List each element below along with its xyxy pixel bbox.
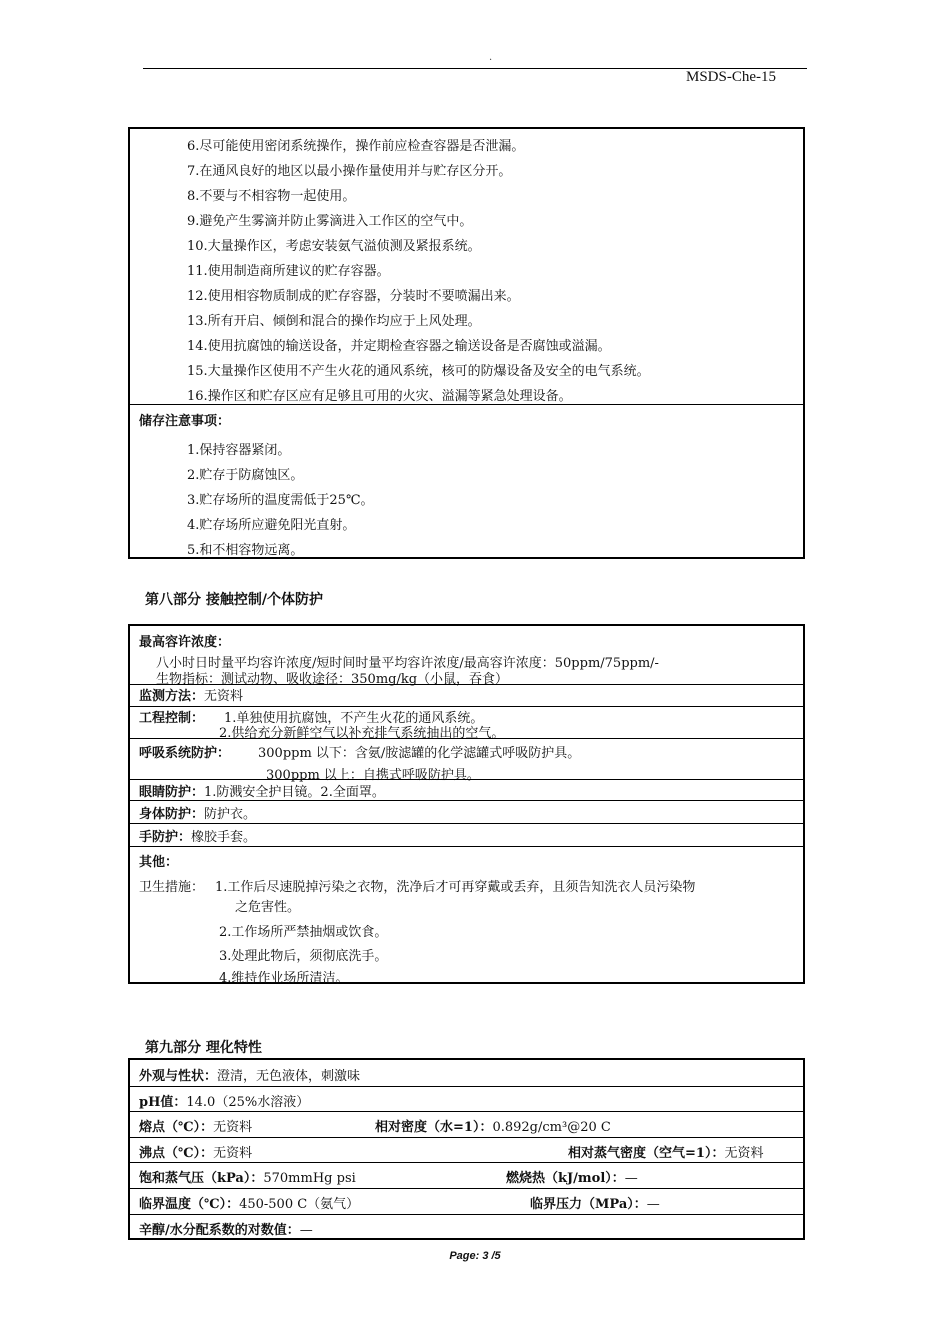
hygiene-item-2: 2.工作场所严禁抽烟或饮食。 xyxy=(219,925,388,940)
divider xyxy=(130,738,803,739)
critical-temperature-cell xyxy=(139,1193,359,1212)
ph-label: pH值： xyxy=(139,1095,187,1110)
melting-point-cell xyxy=(139,1116,252,1135)
divider xyxy=(130,800,803,801)
log-kow-row xyxy=(139,1219,313,1238)
melting-point-value: 无资料 xyxy=(213,1120,253,1135)
critical-temperature-value: 450-500 C（氨气） xyxy=(239,1197,360,1212)
critical-pressure-value: — xyxy=(646,1197,660,1212)
heat-of-combustion-cell xyxy=(506,1167,638,1186)
hygiene-prefix: 卫生措施： xyxy=(139,880,205,895)
other-label: 其他： xyxy=(139,855,179,870)
storage-item-2: 2.贮存于防腐蚀区。 xyxy=(187,468,304,483)
hygiene-item-4: 4.维持作业场所清洁。 xyxy=(219,971,349,986)
handling-storage-box xyxy=(128,127,805,559)
mac-line-1: 八小时日时量平均容许浓度/短时间时量平均容许浓度/最高容许浓度：50ppm/75ppm/- xyxy=(156,656,659,671)
storage-item-4: 4.贮存场所应避免阳光直射。 xyxy=(187,518,356,533)
critical-temperature-label: 临界温度（℃）： xyxy=(139,1197,240,1212)
eng-label: 工程控制： xyxy=(139,711,205,726)
handling-item-14: 14.使用抗腐蚀的输送设备，并定期检查容器之输送设备是否腐蚀或溢漏。 xyxy=(187,339,611,354)
divider xyxy=(130,1086,803,1087)
handling-item-9: 9.避免产生雾滴并防止雾滴进入工作区的空气中。 xyxy=(187,214,473,229)
handling-item-6: 6.尽可能使用密闭系统操作，操作前应检查容器是否泄漏。 xyxy=(187,139,525,154)
boiling-point-cell xyxy=(139,1142,252,1161)
resp-line-2: 300ppm 以上：自携式呼吸防护具。 xyxy=(266,768,480,783)
vapor-pressure-value: 570mmHg psi xyxy=(263,1171,356,1186)
eng-line-1: 1.单独使用抗腐蚀，不产生火花的通风系统。 xyxy=(224,711,484,726)
hygiene-item-1-cont: 之危害性。 xyxy=(235,900,301,915)
hygiene-item-1: 1.工作后尽速脱掉污染之衣物，洗净后才可再穿戴或丢弃，且须告知洗衣人员污染物 xyxy=(215,880,696,895)
handling-item-15: 15.大量操作区使用不产生火花的通风系统，核可的防爆设备及安全的电气系统。 xyxy=(187,364,650,379)
hand-value: 橡胶手套。 xyxy=(191,830,257,845)
storage-item-3: 3.贮存场所的温度需低于25℃。 xyxy=(187,493,374,508)
divider xyxy=(130,1137,803,1138)
physical-properties-table xyxy=(128,1058,805,1240)
mac-line-2: 生物指标：测试动物、吸收途径：350mg/kg（小鼠，吞食） xyxy=(156,672,509,687)
storage-item-1: 1.保持容器紧闭。 xyxy=(187,443,291,458)
handling-item-11: 11.使用制造商所建议的贮存容器。 xyxy=(187,264,390,279)
divider xyxy=(130,779,803,780)
monitor-value: 无资料 xyxy=(204,689,244,704)
critical-pressure-cell xyxy=(530,1193,660,1212)
log-kow-value: — xyxy=(299,1223,313,1238)
vapor-pressure-cell xyxy=(139,1167,356,1186)
log-kow-label: 辛醇/水分配系数的对数值： xyxy=(139,1223,300,1238)
melting-point-label: 熔点（℃）： xyxy=(139,1120,214,1135)
section-9-title: 第九部分 理化特性 xyxy=(145,1040,262,1056)
divider xyxy=(130,1111,803,1112)
handling-item-10: 10.大量操作区，考虑安装氨气溢侦测及紧报系统。 xyxy=(187,239,481,254)
storage-heading: 储存注意事项： xyxy=(139,414,231,429)
monitor-label: 监测方法： xyxy=(139,689,205,704)
header-dot: . xyxy=(489,52,493,63)
relative-density-label: 相对密度（水=1）： xyxy=(375,1120,493,1135)
eye-value: 1.防溅安全护目镜。2.全面罩。 xyxy=(204,785,385,800)
divider xyxy=(130,1162,803,1163)
boiling-point-value: 无资料 xyxy=(213,1146,253,1161)
divider xyxy=(130,823,803,824)
heat-of-combustion-value: — xyxy=(624,1171,638,1186)
document-id: MSDS-Che-15 xyxy=(686,69,777,85)
mac-label: 最高容许浓度： xyxy=(139,635,231,650)
relative-density-value: 0.892g/cm³@20 C xyxy=(492,1120,611,1135)
ph-value: 14.0（25%水溶液） xyxy=(186,1095,310,1110)
page-number: Page: 3 /5 xyxy=(449,1250,501,1262)
appearance-value: 澄清，无色液体，刺激味 xyxy=(217,1069,361,1084)
relative-density-cell xyxy=(375,1116,611,1135)
hand-row xyxy=(139,826,256,845)
vapor-density-cell xyxy=(568,1142,763,1161)
divider xyxy=(130,846,803,847)
handling-item-16: 16.操作区和贮存区应有足够且可用的火灾、溢漏等紧急处理设备。 xyxy=(187,389,572,404)
appearance-label: 外观与性状： xyxy=(139,1069,218,1084)
handling-item-8: 8.不要与不相容物一起使用。 xyxy=(187,189,356,204)
body-label: 身体防护： xyxy=(139,807,205,822)
body-row xyxy=(139,803,256,822)
hand-label: 手防护： xyxy=(139,830,192,845)
vapor-pressure-label: 饱和蒸气压（kPa）： xyxy=(139,1171,264,1186)
ph-row xyxy=(139,1091,309,1110)
critical-pressure-label: 临界压力（MPa）： xyxy=(530,1197,647,1212)
heat-of-combustion-label: 燃烧热（kJ/mol）： xyxy=(506,1171,625,1186)
resp-line-1: 300ppm 以下：含氨/胺滤罐的化学滤罐式呼吸防护具。 xyxy=(258,746,581,761)
monitor-row xyxy=(139,685,243,704)
hygiene-item-3: 3.处理此物后，须彻底洗手。 xyxy=(219,949,388,964)
eye-row xyxy=(139,781,385,800)
eng-line-2: 2.供给充分新鲜空气以补充排气系统抽出的空气。 xyxy=(219,726,505,741)
handling-item-12: 12.使用相容物质制成的贮存容器，分装时不要喷漏出来。 xyxy=(187,289,520,304)
vapor-density-value: 无资料 xyxy=(724,1146,764,1161)
divider xyxy=(130,1188,803,1189)
exposure-control-box xyxy=(128,624,805,984)
handling-item-7: 7.在通风良好的地区以最小操作量使用并与贮存区分开。 xyxy=(187,164,512,179)
vapor-density-label: 相对蒸气密度（空气=1）： xyxy=(568,1146,725,1161)
divider xyxy=(130,404,803,405)
section-8-title: 第八部分 接触控制/个体防护 xyxy=(145,592,323,608)
eye-label: 眼睛防护： xyxy=(139,785,205,800)
handling-item-13: 13.所有开启、倾倒和混合的操作均应于上风处理。 xyxy=(187,314,481,329)
appearance-row xyxy=(139,1065,360,1084)
storage-item-5: 5.和不相容物远离。 xyxy=(187,543,304,558)
body-value: 防护衣。 xyxy=(204,807,257,822)
boiling-point-label: 沸点（℃）： xyxy=(139,1146,214,1161)
resp-label: 呼吸系统防护： xyxy=(139,746,231,761)
divider xyxy=(130,1214,803,1215)
